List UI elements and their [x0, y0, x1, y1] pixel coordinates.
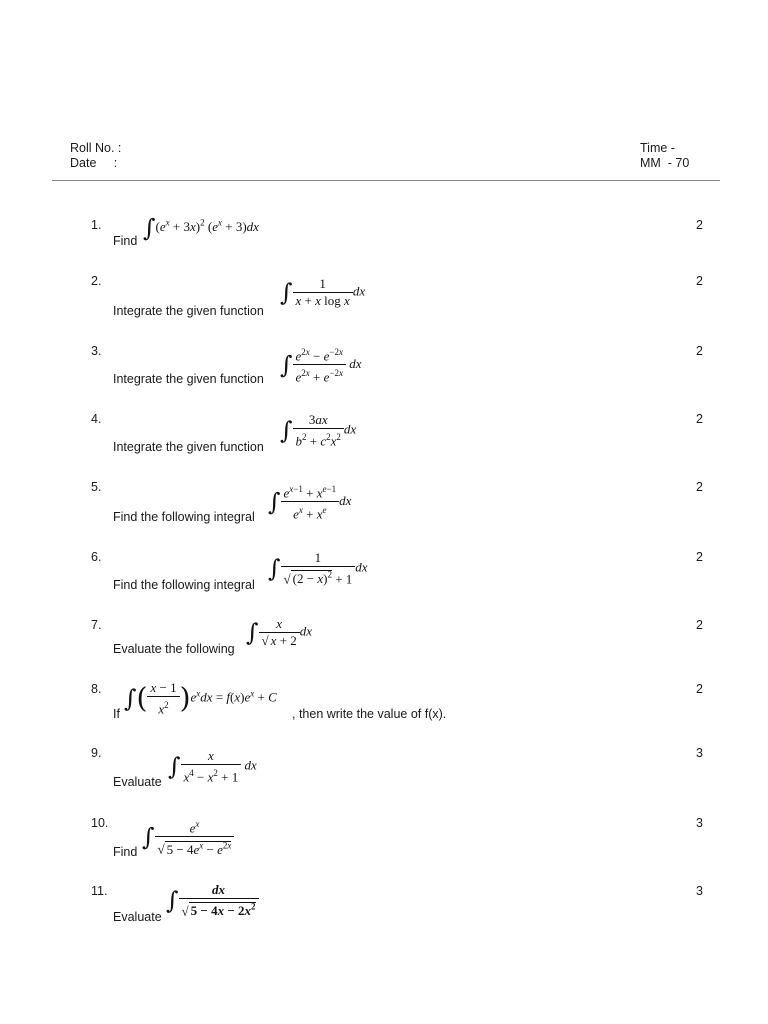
- header-left: [70, 141, 121, 171]
- question-marks: 2: [696, 682, 703, 696]
- question-marks: 2: [696, 274, 703, 288]
- roll-no-label: Roll No. :: [70, 141, 122, 155]
- question-2-formula: ∫ $\frac{1}{\text{x + x log x}}$ dx: [280, 276, 366, 308]
- question-marks: 3: [696, 816, 703, 830]
- question-6-formula: ∫ $\frac{1}{√ (2 - x)^2 + 1}$ dx: [268, 550, 368, 587]
- question-8-formula: ∫( $\frac{x - 1}{x^2}$ )$e^xdx = f(x)e^x + C$: [124, 680, 277, 717]
- question-10-formula: ∫ $\frac{e^x}{√ 5 - 4e^x - e^{2x}}$: [142, 816, 234, 858]
- question-marks: 2: [696, 550, 703, 564]
- question-marks: 2: [696, 412, 703, 426]
- time-label: Time -: [640, 141, 675, 155]
- header-divider: [52, 180, 720, 181]
- question-text: Evaluate: [113, 910, 162, 924]
- question-3-formula: ∫ $\frac{e^{2x} - e^{-2x}}{e^{2x} + e^{-2x}}$ dx: [280, 347, 362, 385]
- question-marks: 2: [696, 218, 703, 232]
- question-9-formula: ∫ $\frac{x}{x^4 - x^2 + 1}$ dx: [168, 748, 257, 785]
- question-number: 5.: [91, 480, 102, 494]
- question-number: 10.: [91, 816, 109, 830]
- header-right: [640, 141, 689, 171]
- question-number: 2.: [91, 274, 102, 288]
- question-text: Evaluate the following: [113, 642, 235, 656]
- question-number: 7.: [91, 618, 102, 632]
- question-text: Integrate the given function: [113, 304, 264, 318]
- question-text: Integrate the given function: [113, 440, 264, 454]
- question-number: 11.: [91, 884, 108, 898]
- question-marks: 2: [696, 618, 703, 632]
- question-number: 3.: [91, 344, 102, 358]
- question-number: 8.: [91, 682, 102, 696]
- date-label: Date :: [70, 156, 118, 170]
- question-marks: 2: [696, 344, 703, 358]
- question-11-formula: ∫ $\frac{dx}{√ 5 - 4x - 2x^2}$: [166, 882, 259, 919]
- question-text: Find the following integral: [113, 578, 255, 592]
- question-text-after: , then write the value of f(x).: [292, 707, 447, 721]
- question-text: Integrate the given function: [113, 372, 264, 386]
- question-marks: 2: [696, 480, 703, 494]
- question-number: 4.: [91, 412, 102, 426]
- question-4-formula: ∫ $\frac{3ax}{b^2 + c^2x^2}$ dx: [280, 412, 357, 449]
- question-text: If: [113, 707, 120, 721]
- question-text: Evaluate: [113, 775, 162, 789]
- question-marks: 3: [696, 884, 703, 898]
- question-1-formula: $\int(e^x + 3x)^2$ $(e^x + 3)dx$: [143, 214, 259, 242]
- question-5-formula: ∫ $\frac{e^{x-1} + x^{e-1}}{e^x + x^e}$ dx: [268, 484, 352, 522]
- question-number: 9.: [91, 746, 102, 760]
- question-number: 1.: [91, 218, 102, 232]
- max-marks-label: MM - 70: [640, 156, 690, 170]
- question-number: 6.: [91, 550, 102, 564]
- question-text: Find: [113, 845, 138, 859]
- question-7-formula: ∫ $\frac{x}{√ x + 2}$ dx: [246, 616, 313, 648]
- question-marks: 3: [696, 746, 703, 760]
- question-text: Find: [113, 234, 138, 248]
- question-text: Find the following integral: [113, 510, 255, 524]
